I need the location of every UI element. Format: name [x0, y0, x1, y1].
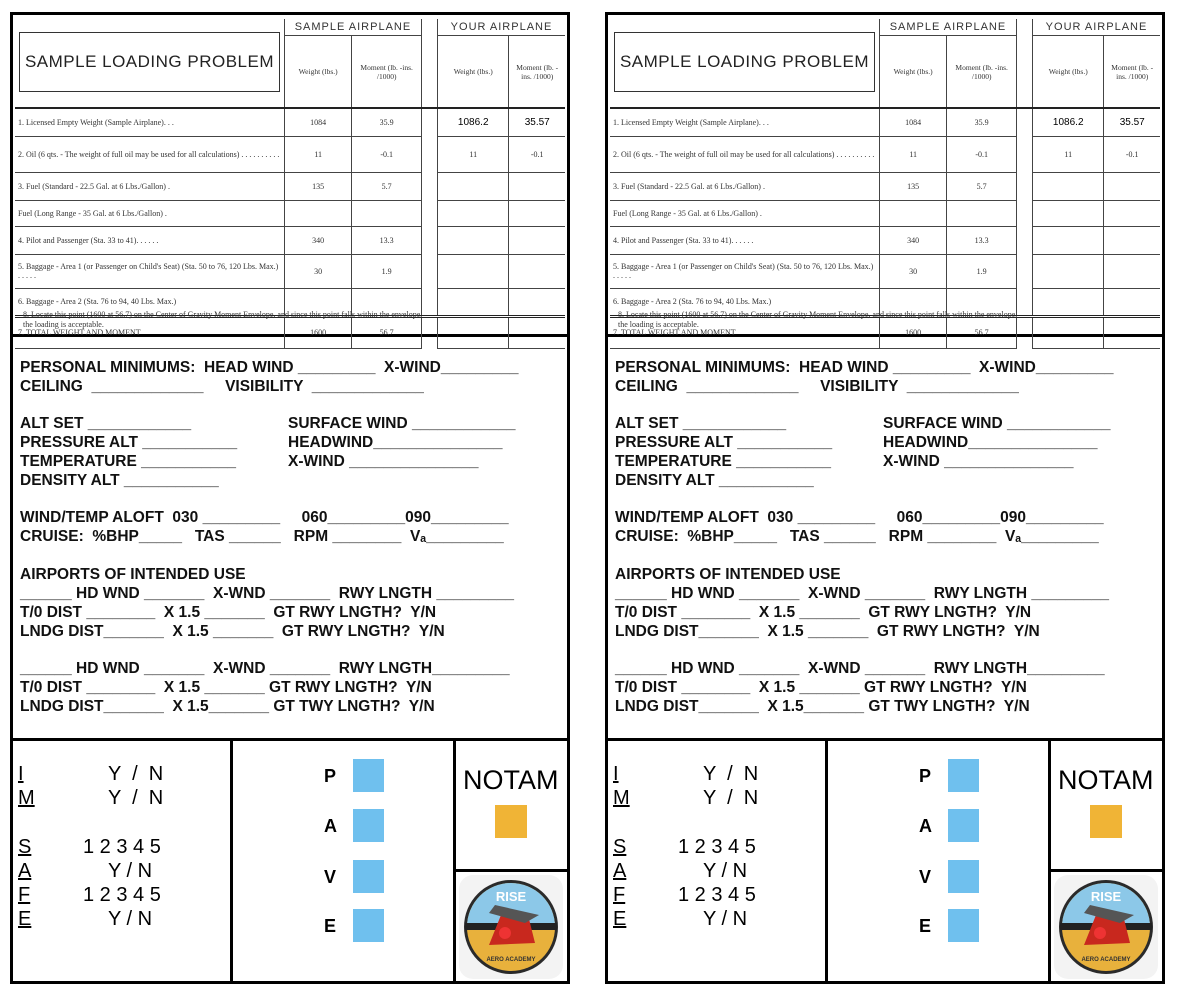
row-label: 7. TOTAL WEIGHT AND MOMENT	[15, 316, 284, 348]
form-line[interactable]: T/0 DIST ________ X 1.5 _______ GT RWY LNGTH? Y/N	[20, 604, 437, 621]
imsafe-letter: F	[18, 884, 31, 906]
moment-header: Moment (lb. -ins. /1000)	[947, 36, 1017, 109]
pave-checkbox[interactable]	[353, 860, 384, 893]
form-line[interactable]: WIND/TEMP ALOFT 030 _________ 060_________090_________	[615, 509, 1104, 526]
your-weight-cell[interactable]	[1032, 288, 1103, 316]
sample-airplane-header: SAMPLE AIRPLANE	[879, 19, 1016, 36]
table-row	[15, 137, 565, 173]
table-row	[15, 173, 565, 201]
row-label: 6. Baggage - Area 2 (Sta. 76 to 94, 40 Lbs. Max.)	[610, 288, 879, 316]
logo-text-top: RISE	[1090, 889, 1122, 904]
your-moment-cell[interactable]	[509, 173, 565, 201]
imsafe-value[interactable]: Y / N	[108, 860, 153, 882]
imsafe-letter: I	[613, 763, 619, 785]
sample-moment-cell: 1.9	[947, 255, 1017, 288]
your-weight-cell[interactable]	[1032, 227, 1103, 255]
pave-letter: P	[919, 766, 932, 786]
pave-checkbox[interactable]	[353, 759, 384, 792]
form-line[interactable]: PRESSURE ALT ___________	[20, 434, 238, 451]
sample-moment-cell: 56.7	[352, 316, 422, 348]
your-moment-cell[interactable]	[1104, 288, 1160, 316]
moment-header: Moment (lb. -ins. /1000)	[352, 36, 422, 109]
pave-checklist	[233, 741, 456, 981]
form-line-right[interactable]: HEADWIND_______________	[288, 434, 503, 451]
form-line[interactable]: T/0 DIST ________ X 1.5 _______ GT RWY LNGTH? Y/N	[20, 679, 432, 696]
row-label: 5. Baggage - Area 1 (or Passenger on Child's Seat) (Sta. 50 to 76, 120 Lbs. Max.) . . . . .	[610, 255, 879, 288]
imsafe-checklist	[13, 741, 233, 981]
table-row	[15, 227, 565, 255]
form-line[interactable]: ALT SET ____________	[20, 415, 192, 432]
sample-moment-cell: -0.1	[947, 137, 1017, 173]
flight-planning-form	[608, 337, 1162, 741]
sample-moment-cell: 1.9	[352, 255, 422, 288]
sample-weight-cell: 135	[284, 173, 351, 201]
imsafe-value[interactable]: Y / N	[703, 763, 759, 785]
notam-label: NOTAM	[1058, 765, 1154, 795]
pave-checkbox[interactable]	[948, 809, 979, 842]
notam-and-logo	[1051, 741, 1162, 981]
table-row	[15, 255, 565, 288]
sample-moment-cell: -0.1	[352, 137, 422, 173]
pave-checklist	[828, 741, 1051, 981]
table-row	[15, 108, 565, 137]
form-line[interactable]: CRUISE: %BHP_____ TAS ______ RPM ________ Vₐ_________	[20, 528, 504, 545]
imsafe-value[interactable]: 1 2 3 4 5	[83, 884, 161, 906]
imsafe-value[interactable]: 1 2 3 4 5	[678, 884, 756, 906]
your-weight-header: Weight (lbs.)	[437, 36, 508, 109]
sample-weight-cell	[284, 201, 351, 227]
sample-moment-cell	[947, 201, 1017, 227]
row-label: 5. Baggage - Area 1 (or Passenger on Child's Seat) (Sta. 50 to 76, 120 Lbs. Max.) . . . . .	[15, 255, 284, 288]
sample-weight-cell: 30	[879, 255, 946, 288]
your-weight-header: Weight (lbs.)	[1032, 36, 1103, 109]
row-label: Fuel (Long Range - 35 Gal. at 6 Lbs./Gallon) .	[15, 201, 284, 227]
sample-airplane-header: SAMPLE AIRPLANE	[284, 19, 421, 36]
your-moment-cell[interactable]: 35.57	[509, 108, 565, 137]
imsafe-letter: M	[613, 787, 630, 809]
sample-weight-cell: 1084	[284, 108, 351, 137]
form-line[interactable]: DENSITY ALT ___________	[615, 472, 814, 489]
your-moment-cell[interactable]	[1104, 227, 1160, 255]
rise-aero-academy-logo	[459, 875, 563, 979]
form-line[interactable]: CRUISE: %BHP_____ TAS ______ RPM ________ Vₐ_________	[615, 528, 1099, 545]
form-line[interactable]: T/0 DIST ________ X 1.5 _______ GT RWY LNGTH? Y/N	[615, 679, 1027, 696]
rise-aero-academy-logo	[1054, 875, 1158, 979]
sample-weight-cell: 340	[879, 227, 946, 255]
pave-letter: E	[919, 916, 932, 936]
form-line[interactable]: AIRPORTS OF INTENDED USE	[615, 566, 841, 583]
form-line-right[interactable]: SURFACE WIND ____________	[288, 415, 516, 432]
imsafe-letter: A	[18, 860, 32, 882]
table-row	[610, 255, 1160, 288]
sample-moment-cell: 5.7	[352, 173, 422, 201]
your-weight-cell[interactable]	[437, 255, 508, 288]
imsafe-value[interactable]: Y / N	[108, 763, 164, 785]
your-weight-cell[interactable]	[1032, 201, 1103, 227]
imsafe-value[interactable]: Y / N	[108, 908, 153, 930]
imsafe-letter: A	[613, 860, 627, 882]
row-label: Fuel (Long Range - 35 Gal. at 6 Lbs./Gallon) .	[610, 201, 879, 227]
form-line[interactable]: CEILING _____________ VISIBILITY _____________	[20, 378, 424, 395]
checklist-row	[13, 741, 567, 981]
preflight-card-left	[10, 12, 570, 984]
row-label: 2. Oil (6 qts. - The weight of full oil may be used for all calculations) . . . . . . . . . .	[15, 137, 284, 173]
sample-moment-cell: 13.3	[352, 227, 422, 255]
your-weight-cell[interactable]	[437, 173, 508, 201]
pave-letter: V	[919, 867, 932, 887]
sample-moment-cell: 5.7	[947, 173, 1017, 201]
imsafe-value[interactable]: Y / N	[703, 787, 759, 809]
imsafe-value[interactable]: Y / N	[108, 787, 164, 809]
sample-weight-cell	[879, 201, 946, 227]
form-line[interactable]: PERSONAL MINIMUMS: HEAD WIND _________ X-WIND_________	[20, 359, 519, 376]
form-line[interactable]: PERSONAL MINIMUMS: HEAD WIND _________ X-WIND_________	[615, 359, 1114, 376]
form-line[interactable]: ALT SET ____________	[615, 415, 787, 432]
form-line[interactable]: TEMPERATURE ___________	[615, 453, 831, 470]
sample-moment-cell: 13.3	[947, 227, 1017, 255]
sample-weight-cell: 30	[284, 255, 351, 288]
imsafe-letter: S	[613, 836, 627, 858]
notam-checkbox[interactable]	[495, 805, 527, 838]
logo-text-bottom: AERO ACADEMY	[1081, 957, 1131, 963]
table-note: 8. Locate this point (1600 at 56.7) on the Center of Gravity Moment Envelope, and since this point falls within the envelope, the loading is acceptable.	[23, 310, 423, 329]
table-title: SAMPLE LOADING PROBLEM	[614, 32, 875, 92]
imsafe-letter: I	[18, 763, 24, 785]
sample-moment-cell: 56.7	[947, 316, 1017, 348]
imsafe-value[interactable]: Y / N	[703, 908, 748, 930]
your-moment-cell[interactable]: 35.57	[1104, 108, 1160, 137]
row-label: 3. Fuel (Standard - 22.5 Gal. at 6 Lbs./Gallon) .	[15, 173, 284, 201]
your-weight-cell[interactable]	[437, 227, 508, 255]
sample-moment-cell	[352, 201, 422, 227]
notam-checkbox[interactable]	[1090, 805, 1122, 838]
notam-label: NOTAM	[463, 765, 559, 795]
sample-weight-cell: 1600	[284, 316, 351, 348]
row-label: 1. Licensed Empty Weight (Sample Airplane). . .	[15, 108, 284, 137]
your-moment-cell[interactable]	[1104, 173, 1160, 201]
imsafe-letter: E	[613, 908, 627, 930]
row-label: 1. Licensed Empty Weight (Sample Airplane). . .	[610, 108, 879, 137]
form-line[interactable]: ______ HD WND _______ X-WND _______ RWY LNGTH_________	[20, 660, 510, 677]
table-row	[610, 227, 1160, 255]
weight-header: Weight (lbs.)	[284, 36, 351, 109]
form-line[interactable]: LNDG DIST_______ X 1.5_______ GT TWY LNGTH? Y/N	[615, 698, 1030, 715]
your-weight-cell[interactable]	[1032, 173, 1103, 201]
form-line-right[interactable]: HEADWIND_______________	[883, 434, 1098, 451]
form-line[interactable]: LNDG DIST_______ X 1.5 _______ GT RWY LNGTH? Y/N	[615, 623, 1040, 640]
sample-weight-cell: 1084	[879, 108, 946, 137]
weight-header: Weight (lbs.)	[879, 36, 946, 109]
notam-box	[1051, 741, 1162, 872]
table-row	[610, 201, 1160, 227]
your-moment-cell[interactable]	[1104, 201, 1160, 227]
form-line-right[interactable]: SURFACE WIND ____________	[883, 415, 1111, 432]
your-weight-cell[interactable]	[437, 201, 508, 227]
your-moment-cell[interactable]	[509, 255, 565, 288]
form-line-right[interactable]: X-WIND _______________	[288, 453, 479, 470]
imsafe-letter: S	[18, 836, 32, 858]
your-moment-cell[interactable]	[509, 201, 565, 227]
form-line[interactable]: PRESSURE ALT ___________	[615, 434, 833, 451]
your-weight-cell[interactable]: 1086.2	[1032, 108, 1103, 137]
table-note: 8. Locate this point (1600 at 56.7) on the Center of Gravity Moment Envelope, and since this point falls within the envelope, the loading is acceptable.	[618, 310, 1018, 329]
your-weight-cell[interactable]	[437, 288, 508, 316]
sample-weight-cell: 135	[879, 173, 946, 201]
form-line[interactable]: CEILING _____________ VISIBILITY _____________	[615, 378, 1019, 395]
your-weight-cell[interactable]: 11	[1032, 137, 1103, 173]
pave-checkbox[interactable]	[948, 909, 979, 942]
table-row	[610, 173, 1160, 201]
sample-moment-cell: 35.9	[947, 108, 1017, 137]
flight-planning-form	[13, 337, 567, 741]
form-line[interactable]: LNDG DIST_______ X 1.5_______ GT TWY LNGTH? Y/N	[20, 698, 435, 715]
form-line[interactable]: TEMPERATURE ___________	[20, 453, 236, 470]
pave-letter: A	[324, 816, 337, 836]
table-title: SAMPLE LOADING PROBLEM	[19, 32, 280, 92]
your-weight-cell[interactable]: 1086.2	[437, 108, 508, 137]
your-moment-cell[interactable]	[1104, 255, 1160, 288]
preflight-card-right	[605, 12, 1165, 984]
pave-checkbox[interactable]	[353, 909, 384, 942]
pave-letter: E	[324, 916, 337, 936]
imsafe-checklist	[608, 741, 828, 981]
row-label: 4. Pilot and Passenger (Sta. 33 to 41). . . . . .	[610, 227, 879, 255]
sample-weight-cell: 1600	[879, 316, 946, 348]
your-moment-header: Moment (lb. -ins. /1000)	[509, 36, 565, 109]
sample-moment-cell: 35.9	[352, 108, 422, 137]
logo-text-bottom: AERO ACADEMY	[486, 957, 536, 963]
your-airplane-header: YOUR AIRPLANE	[437, 19, 565, 36]
notam-box	[456, 741, 567, 872]
imsafe-value[interactable]: 1 2 3 4 5	[678, 836, 756, 858]
row-label: 2. Oil (6 qts. - The weight of full oil may be used for all calculations) . . . . . . . . . .	[610, 137, 879, 173]
sample-weight-cell: 11	[284, 137, 351, 173]
your-moment-cell[interactable]	[509, 288, 565, 316]
row-label: 4. Pilot and Passenger (Sta. 33 to 41). . . . . .	[15, 227, 284, 255]
imsafe-letter: M	[18, 787, 35, 809]
sample-loading-problem-table	[13, 15, 567, 337]
form-line[interactable]: AIRPORTS OF INTENDED USE	[20, 566, 246, 583]
form-line[interactable]: WIND/TEMP ALOFT 030 _________ 060_________090_________	[20, 509, 509, 526]
form-line[interactable]: ______ HD WND _______ X-WND _______ RWY LNGTH _________	[20, 585, 514, 602]
form-line[interactable]: DENSITY ALT ___________	[20, 472, 219, 489]
your-airplane-header: YOUR AIRPLANE	[1032, 19, 1160, 36]
imsafe-value[interactable]: 1 2 3 4 5	[83, 836, 161, 858]
your-moment-cell[interactable]	[509, 227, 565, 255]
table-row	[610, 137, 1160, 173]
imsafe-value[interactable]: Y / N	[703, 860, 748, 882]
pave-checkbox[interactable]	[353, 809, 384, 842]
form-line[interactable]: ______ HD WND _______ X-WND _______ RWY LNGTH_________	[615, 660, 1105, 677]
your-weight-cell[interactable]: 11	[437, 137, 508, 173]
sample-weight-cell: 11	[879, 137, 946, 173]
logo-text-top: RISE	[495, 889, 527, 904]
form-line-right[interactable]: X-WIND _______________	[883, 453, 1074, 470]
form-line[interactable]: ______ HD WND _______ X-WND _______ RWY LNGTH _________	[615, 585, 1109, 602]
checklist-row	[608, 741, 1162, 981]
form-line[interactable]: LNDG DIST_______ X 1.5 _______ GT RWY LNGTH? Y/N	[20, 623, 445, 640]
row-label: 6. Baggage - Area 2 (Sta. 76 to 94, 40 Lbs. Max.)	[15, 288, 284, 316]
imsafe-letter: E	[18, 908, 32, 930]
notam-and-logo	[456, 741, 567, 981]
row-label: 7. TOTAL WEIGHT AND MOMENT	[610, 316, 879, 348]
table-row	[15, 201, 565, 227]
your-moment-cell[interactable]: -0.1	[509, 137, 565, 173]
pave-checkbox[interactable]	[948, 860, 979, 893]
pave-letter: V	[324, 867, 337, 887]
pave-letter: A	[919, 816, 932, 836]
table-row	[610, 108, 1160, 137]
your-weight-cell[interactable]	[1032, 255, 1103, 288]
sample-weight-cell: 340	[284, 227, 351, 255]
form-line[interactable]: T/0 DIST ________ X 1.5 _______ GT RWY LNGTH? Y/N	[615, 604, 1032, 621]
pave-checkbox[interactable]	[948, 759, 979, 792]
imsafe-letter: F	[613, 884, 626, 906]
your-moment-cell[interactable]: -0.1	[1104, 137, 1160, 173]
pave-letter: P	[324, 766, 337, 786]
row-label: 3. Fuel (Standard - 22.5 Gal. at 6 Lbs./Gallon) .	[610, 173, 879, 201]
your-moment-header: Moment (lb. -ins. /1000)	[1104, 36, 1160, 109]
sample-loading-problem-table	[608, 15, 1162, 337]
